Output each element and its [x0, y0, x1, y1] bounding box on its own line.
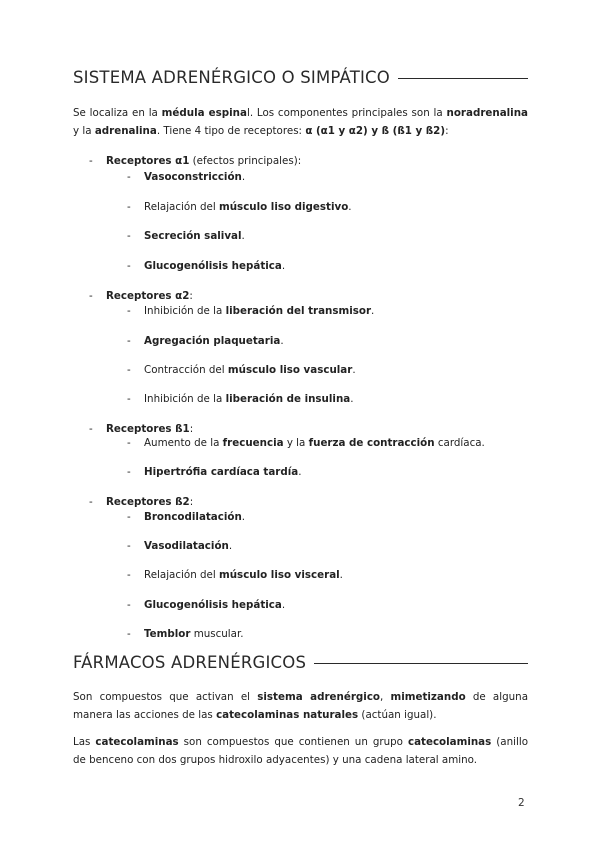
list-item	[127, 304, 374, 318]
bold-term: médula espina	[161, 107, 247, 119]
text-run: de alguna manera las acciones de las	[73, 691, 528, 721]
text-run: .	[281, 260, 286, 272]
text-run: .	[352, 364, 356, 376]
list-item	[127, 627, 244, 641]
bullet: -	[127, 599, 131, 611]
section-title: SISTEMA ADRENÉRGICO O SIMPÁTICO	[73, 68, 390, 87]
bold-term: Glucogenólisis hepática	[144, 599, 282, 611]
bold-term: catecolaminas	[407, 736, 492, 748]
list-item	[127, 363, 356, 377]
text-run: Relajación del	[144, 569, 219, 581]
text-run: :	[445, 125, 449, 137]
bold-term: liberación del transmisor	[225, 305, 372, 317]
bullet: -	[127, 540, 131, 552]
list-item	[127, 259, 285, 273]
group-label-rest: :	[189, 423, 194, 435]
page-number: 2	[518, 797, 525, 809]
intro-paragraph	[73, 104, 528, 140]
bullet: -	[127, 466, 131, 478]
text-run: Inhibición de la	[144, 305, 226, 317]
bullet: -	[127, 260, 131, 272]
bold-term: músculo liso digestivo	[219, 201, 349, 213]
list-item	[127, 568, 343, 582]
bullet: -	[127, 201, 131, 213]
text-run: .	[228, 540, 233, 552]
bold-term: fuerza de contracción	[308, 437, 435, 449]
text-run: y la	[73, 125, 95, 137]
paragraph	[73, 733, 528, 769]
bullet: -	[127, 364, 131, 376]
bullet: -	[89, 423, 93, 435]
bullet: -	[127, 230, 131, 242]
bullet: -	[127, 305, 131, 317]
text-run: muscular.	[190, 628, 244, 640]
bold-term: liberación de insulina	[225, 393, 351, 405]
bold-term: mimetizando	[390, 691, 466, 703]
group-label: Receptores ß1	[106, 423, 190, 435]
list-item	[127, 170, 245, 184]
bold-term: Glucogenólisis hepática	[144, 260, 282, 272]
text-run: son compuestos que contienen un grupo	[178, 736, 408, 748]
section-title: FÁRMACOS ADRENÉRGICOS	[73, 653, 307, 672]
list-item	[127, 334, 284, 348]
list-item	[127, 598, 285, 612]
text-run: ,	[380, 691, 391, 703]
bullet: -	[127, 335, 131, 347]
group-label-rest: :	[189, 496, 194, 508]
text-run: (anillo de benceno con dos grupos hidroxilo adyacentes) y una cadena lateral amino.	[73, 736, 528, 766]
group-label-rest: (efectos principales):	[189, 155, 302, 167]
text-run: .	[241, 230, 245, 242]
bold-term: Vasoconstricción	[144, 171, 242, 183]
list-item	[127, 510, 245, 524]
bullet: -	[127, 437, 131, 449]
bold-term: sistema adrenérgico	[257, 691, 381, 703]
text-run: .	[350, 393, 354, 405]
text-run: .	[241, 171, 246, 183]
text-run: Contracción del	[144, 364, 228, 376]
bullet: -	[89, 496, 93, 508]
text-run: (actúan igual).	[358, 709, 437, 721]
list-item	[127, 200, 352, 214]
paragraph	[73, 688, 528, 724]
text-run: .	[348, 201, 352, 213]
bold-term: catecolaminas naturales	[216, 709, 359, 721]
heading-rule	[314, 663, 528, 664]
bold-term: Hipertrófia cardíaca tardía	[144, 466, 299, 478]
bold-term: Temblor	[144, 628, 191, 640]
bold-term: catecolaminas	[95, 736, 179, 748]
list-item	[127, 539, 232, 553]
bold-term: frecuencia	[222, 437, 284, 449]
text-run: Son compuestos que activan el	[73, 691, 258, 703]
receptor-group-beta1	[89, 422, 193, 436]
bold-term: Agregación plaquetaria	[144, 335, 281, 347]
text-run: .	[280, 335, 284, 347]
text-run: .	[298, 466, 302, 478]
heading-rule	[398, 78, 528, 79]
bullet: -	[127, 171, 131, 183]
text-run: .	[339, 569, 343, 581]
text-run: Relajación del	[144, 201, 219, 213]
bold-term: α (α1 y α2) y ß (ß1 y ß2)	[305, 125, 446, 137]
receptor-group-alpha1	[89, 154, 301, 168]
text-run: Las	[73, 736, 96, 748]
text-run: l. Los componentes principales son la	[246, 107, 447, 119]
bullet: -	[127, 569, 131, 581]
bold-term: noradrenalina	[446, 107, 528, 119]
section-heading-adrenergic-system	[73, 68, 528, 87]
text-run: .	[241, 511, 246, 523]
text-run: Aumento de la	[144, 437, 223, 449]
text-run: . Tiene 4 tipo de receptores:	[156, 125, 306, 137]
bullet: -	[127, 393, 131, 405]
bullet: -	[127, 628, 131, 640]
text-run: .	[281, 599, 286, 611]
bold-term: músculo liso visceral	[219, 569, 340, 581]
bold-term: Vasodilatación	[144, 540, 229, 552]
bullet: -	[127, 511, 131, 523]
receptor-group-beta2	[89, 495, 193, 509]
bold-term: Broncodilatación	[144, 511, 242, 523]
text-run: cardíaca.	[434, 437, 485, 449]
bold-term: músculo liso vascular	[227, 364, 353, 376]
bold-term: Secreción salival	[144, 230, 242, 242]
group-label: Receptores ß2	[106, 496, 190, 508]
bullet: -	[89, 155, 93, 167]
receptor-group-alpha2	[89, 289, 193, 303]
bullet: -	[89, 290, 93, 302]
text-run: y la	[283, 437, 309, 449]
list-item	[127, 392, 354, 406]
bold-term: adrenalina	[94, 125, 157, 137]
text-run: Inhibición de la	[144, 393, 226, 405]
group-label-rest: :	[189, 290, 193, 302]
text-run: .	[371, 305, 375, 317]
group-label: Receptores α1	[106, 155, 190, 167]
list-item	[127, 229, 245, 243]
text-run: Se localiza en la	[73, 107, 162, 119]
group-label: Receptores α2	[106, 290, 190, 302]
list-item	[127, 436, 485, 450]
list-item	[127, 465, 302, 479]
section-heading-adrenergic-drugs	[73, 653, 528, 672]
